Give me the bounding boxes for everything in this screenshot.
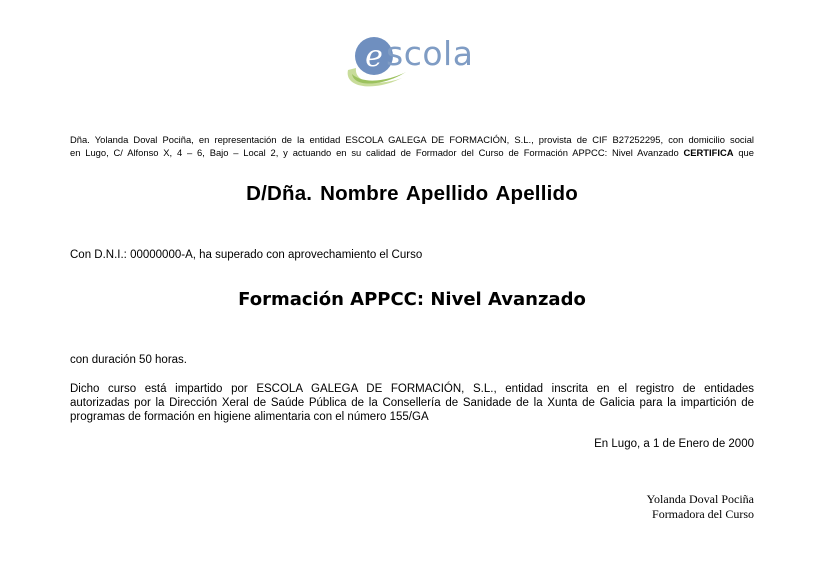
signer-role: Formadora del Curso — [652, 507, 754, 521]
intro-paragraph — [70, 133, 754, 159]
intro-line-1: Dña. Yolanda Doval Pociña, en representación de la entidad ESCOLA GALEGA DE FORMACIÓN, S.L., provista de CIF B27252295, con domicilio social — [70, 134, 754, 145]
signer-name: Yolanda Doval Pociña — [646, 492, 754, 506]
issue-date: En Lugo, a 1 de Enero de 2000 — [594, 438, 754, 450]
intro-line-2 — [70, 146, 754, 159]
logo-letter-e: e — [365, 39, 383, 74]
accreditation-line-3: programas de formación en higiene alimentaria con el número 155/GA — [70, 411, 429, 423]
intro-line-2-text: en Lugo, C/ Alfonso X, 4 – 6, Bajo – Local 2, y actuando en su calidad de Formador del Curso de Formación APPCC: Nivel Avanzado — [70, 147, 679, 158]
course-title: Formación APPCC: Nivel Avanzado — [238, 289, 586, 310]
dni-line: Con D.N.I.: 00000000-A, ha superado con aprovechamiento el Curso — [70, 249, 423, 261]
certifica-word: CERTIFICA — [683, 147, 734, 158]
duration-line: con duración 50 horas. — [70, 354, 187, 366]
escola-logo — [344, 30, 484, 94]
signature-block — [647, 492, 754, 522]
accreditation-line-2: autorizadas por la Dirección Xeral de Saúde Pública de la Consellería de Sanidade de la Xunta de Galicia para la impartición de — [70, 397, 754, 409]
logo-text: scola — [386, 34, 474, 73]
que-word: que — [738, 147, 754, 158]
accreditation-line-1: Dicho curso está impartido por ESCOLA GALEGA DE FORMACIÓN, S.L., entidad inscrita en el registro de entidades — [70, 383, 754, 395]
accreditation-paragraph — [70, 382, 754, 424]
recipient-name: D/Dña. Nombre Apellido Apellido — [246, 182, 578, 205]
